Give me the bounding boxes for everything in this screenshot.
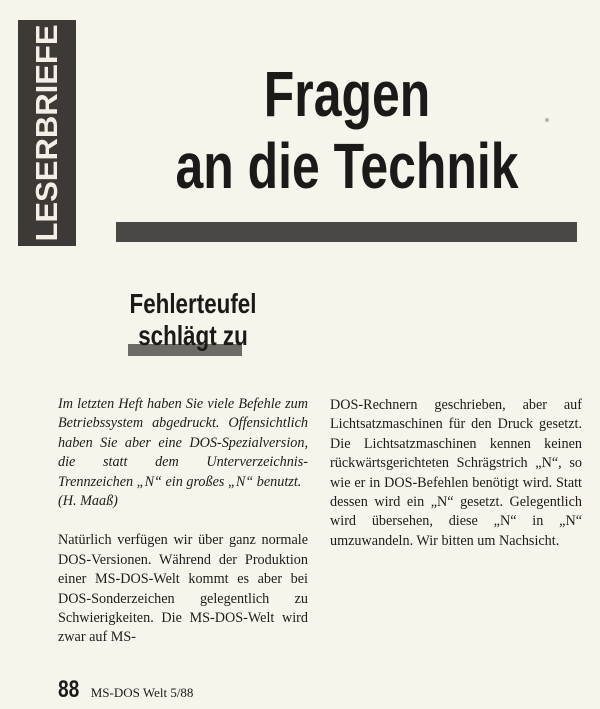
section-tab-label: LESERBRIEFE <box>29 24 64 242</box>
page-footer <box>58 676 193 704</box>
headline-underline-bar <box>116 222 577 242</box>
issue-label: MS-DOS Welt 5/88 <box>90 685 194 700</box>
article-column-left <box>58 395 308 648</box>
subheadline <box>92 288 294 352</box>
headline-line-2: an die Technik <box>175 130 519 202</box>
headline-line-1: Fragen <box>263 58 431 130</box>
editorial-answer-part-1: Natürlich verfügen wir über ganz normale DOS-Versionen. Während der Produktion einer MS-DOS-Welt kommt es aber bei DOS-Sonderzeichen gelegentlich zu Schwierigkeiten. Die MS-DOS-Welt wird zwar auf MS- <box>58 532 308 646</box>
reader-letter-text: Im letzten Heft haben Sie viele Befehle zum Betriebssystem abgedruckt. Offensichtlich haben Sie aber eine DOS-Spezialversion, die statt dem Unterverzeichnis-Trennzeichen „N“ ein großes „N“ benutzt. <box>58 396 308 490</box>
subheadline-line-1: Fehlerteufel <box>129 288 257 319</box>
page-number: 88 <box>58 676 80 703</box>
headline <box>112 58 582 202</box>
section-tab <box>18 20 76 246</box>
subheadline-line-2: schlägt zu <box>138 320 248 351</box>
reader-letter <box>58 395 308 511</box>
editorial-answer-part-2: DOS-Rechnern geschrieben, aber auf Lichtsatzmaschinen für den Druck gesetzt. Die Lichtsatzmaschinen kennen keinen rückwärtsgerichteten Schrägstrich „N“, so wie er in DOS-Befehlen benötigt wird. Statt dessen wird ein „N“ gesetzt. Gelegentlich wird übersehen, diese „N“ in „N“ umzuwandeln. Wir bitten um Nachsicht. <box>330 397 582 549</box>
article-column-right <box>330 396 582 551</box>
reader-letter-author: (H. Maaß) <box>58 493 118 510</box>
